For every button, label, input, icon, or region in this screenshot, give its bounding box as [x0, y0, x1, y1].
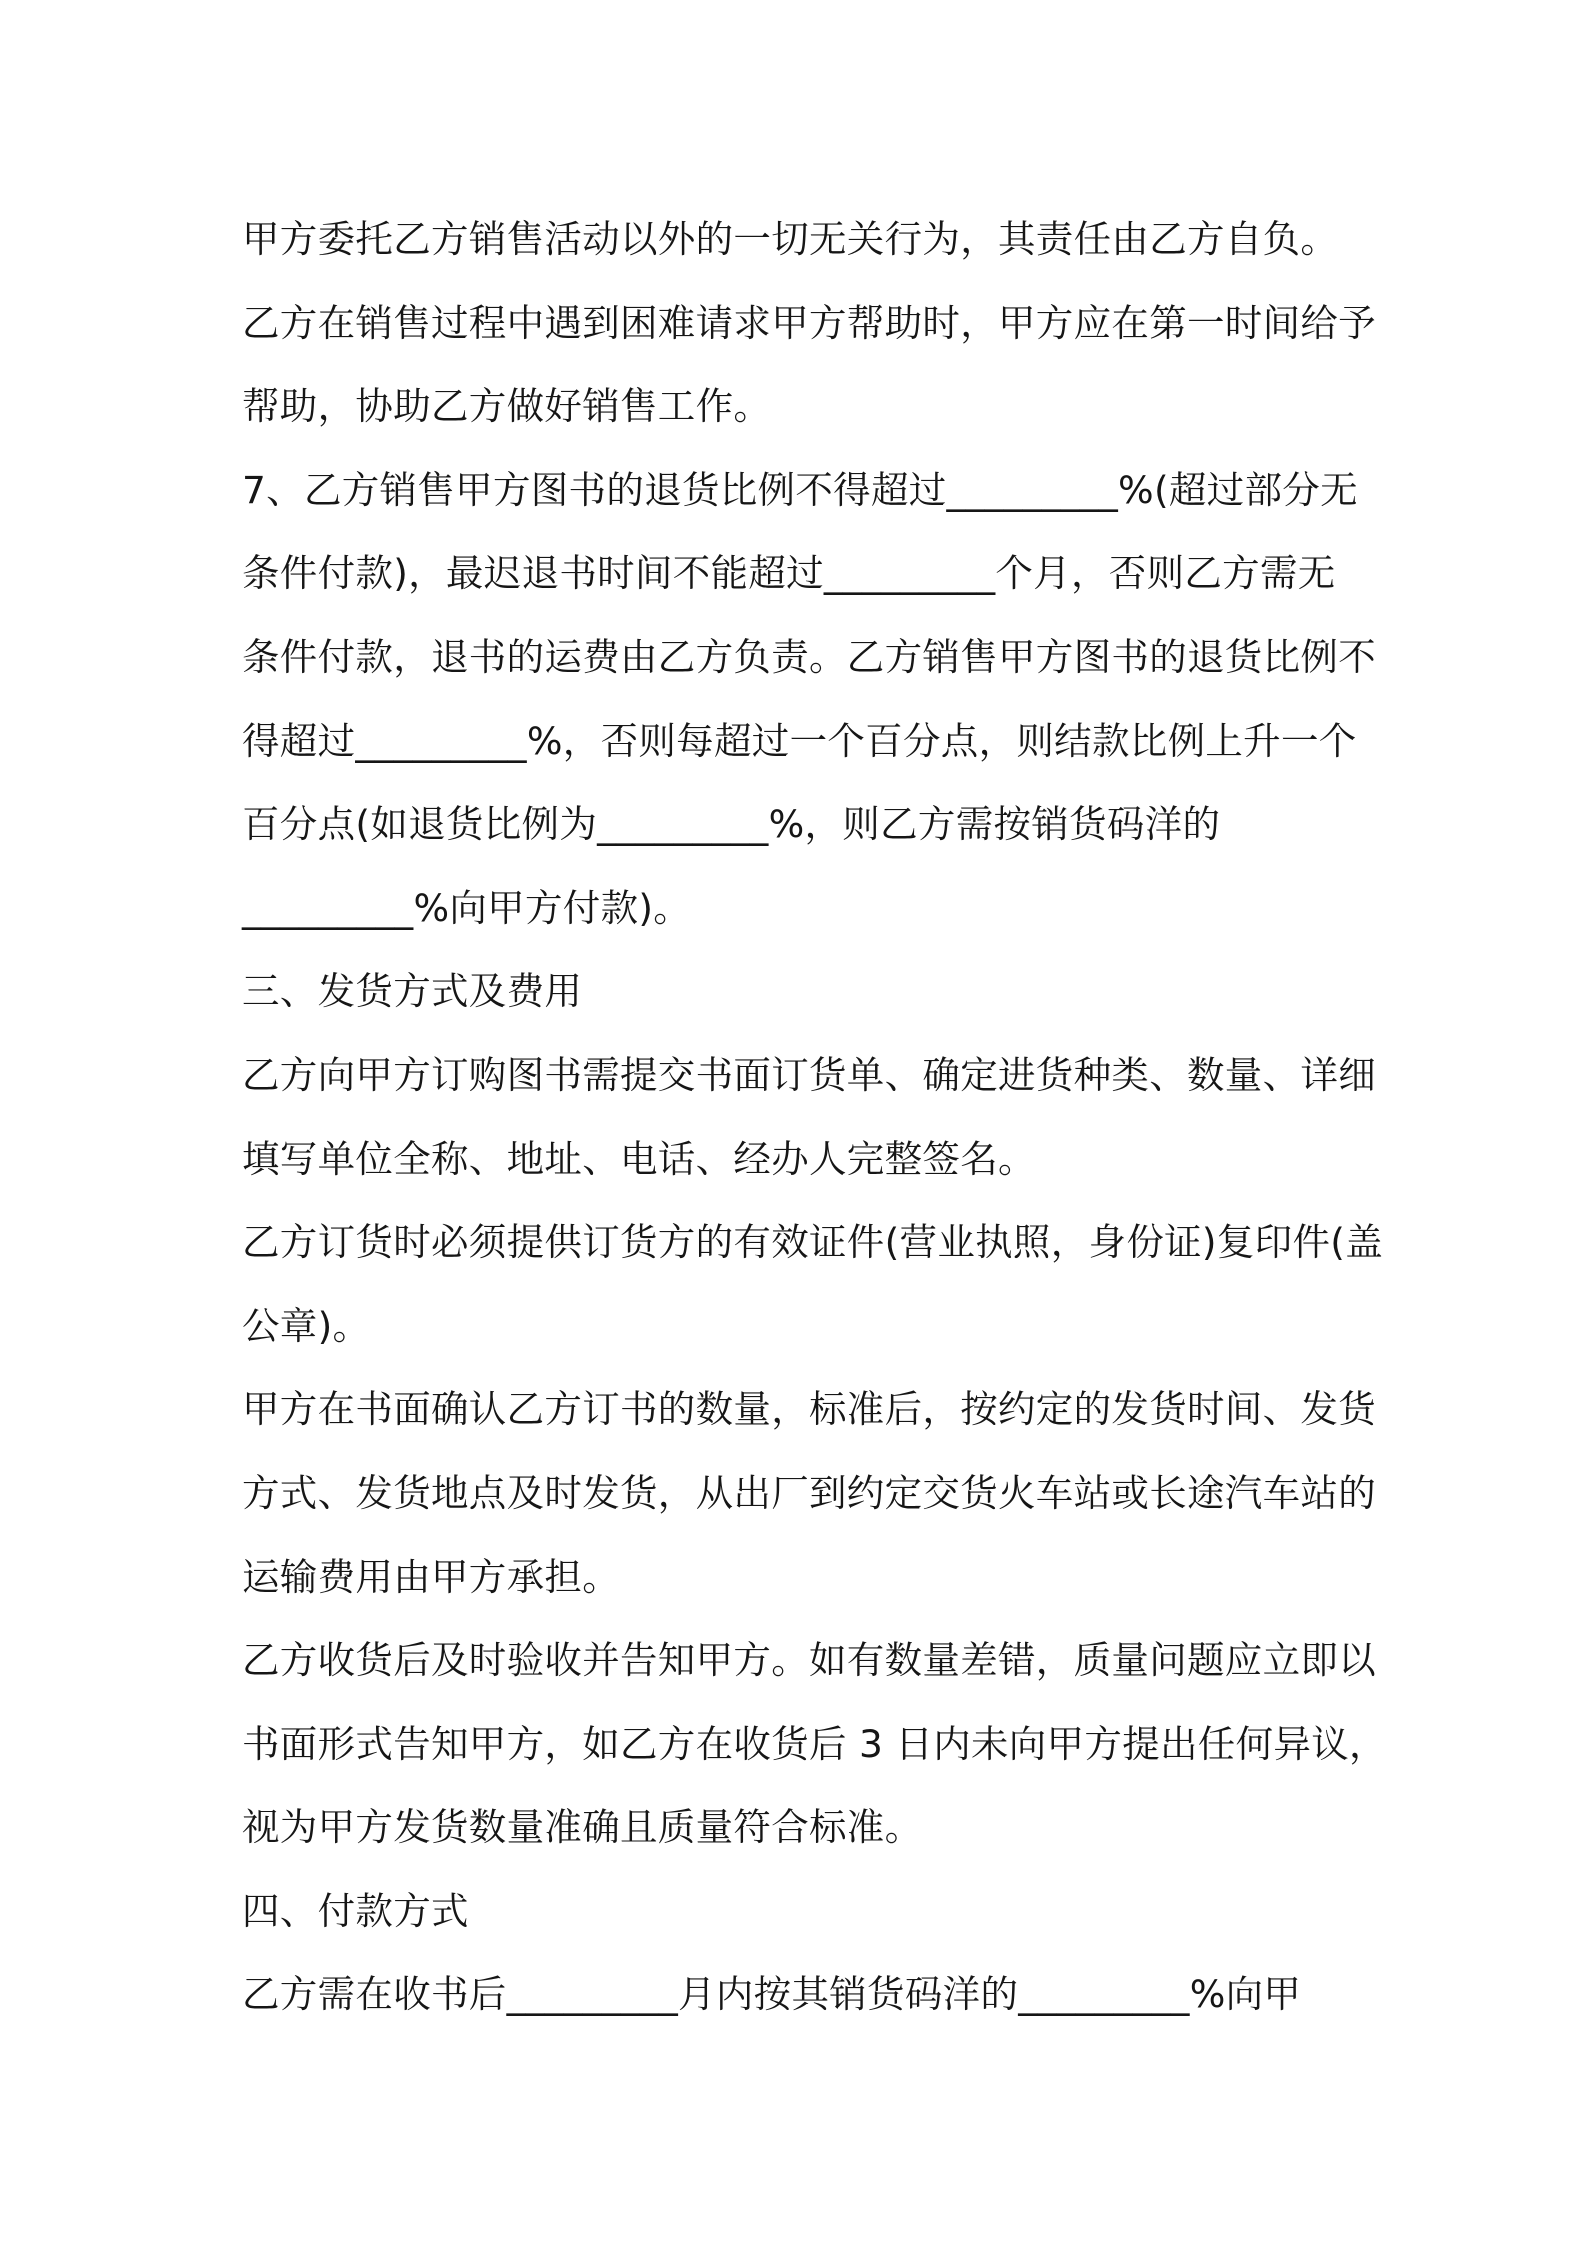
text-line-return-ratio-4: 得超过_________%，否则每超过一个百分点，则结款比例上升一个 — [242, 718, 1357, 763]
text-line-inspection-2: 书面形式告知甲方，如乙方在收货后 3 日内未向甲方提出任何异议， — [242, 1721, 1387, 1766]
text-line-return-ratio-2: 条件付款)，最迟退书时间不能超过_________个月，否则乙方需无 — [242, 551, 1336, 596]
text-line-return-ratio-3: 条件付款，退书的运费由乙方负责。乙方销售甲方图书的退货比例不 — [242, 634, 1376, 679]
section-heading-payment: 四、付款方式 — [242, 1888, 469, 1933]
text-line-return-ratio-5: 百分点(如退货比例为_________%，则乙方需按销货码洋的 — [242, 802, 1221, 847]
text-line-shipping-3: 运输费用由甲方承担。 — [242, 1554, 620, 1599]
text-line-documents-1: 乙方订货时必须提供订货方的有效证件(营业执照，身份证)复印件(盖 — [242, 1220, 1383, 1265]
text-line-return-ratio-6: _________%向甲方付款)。 — [242, 885, 692, 930]
text-line-order-form-2: 填写单位全称、地址、电话、经办人完整签名。 — [242, 1136, 1036, 1181]
contract-text-body — [242, 198, 1387, 2037]
text-line-assistance-1: 乙方在销售过程中遇到困难请求甲方帮助时，甲方应在第一时间给予 — [242, 300, 1376, 345]
text-line-return-ratio-1: 7、乙方销售甲方图书的退货比例不得超过_________%(超过部分无 — [242, 467, 1358, 512]
text-line-assistance-2: 帮助，协助乙方做好销售工作。 — [242, 384, 772, 429]
text-line-shipping-2: 方式、发货地点及时发货，从出厂到约定交货火车站或长途汽车站的 — [242, 1470, 1376, 1515]
text-line-shipping-1: 甲方在书面确认乙方订书的数量，标准后，按约定的发货时间、发货 — [242, 1387, 1376, 1432]
text-line-inspection-1: 乙方收货后及时验收并告知甲方。如有数量差错，质量问题应立即以 — [242, 1638, 1376, 1683]
text-line-item-responsibility: 甲方委托乙方销售活动以外的一切无关行为，其责任由乙方自负。 — [242, 217, 1339, 261]
text-line-documents-2: 公章)。 — [242, 1303, 371, 1348]
text-line-payment-1: 乙方需在收书后_________月内按其销货码洋的_________%向甲 — [242, 1972, 1302, 2017]
section-heading-shipping: 三、发货方式及费用 — [242, 969, 583, 1014]
text-line-inspection-3: 视为甲方发货数量准确且质量符合标准。 — [242, 1805, 923, 1850]
text-line-order-form-1: 乙方向甲方订购图书需提交书面订货单、确定进货种类、数量、详细 — [242, 1052, 1376, 1097]
